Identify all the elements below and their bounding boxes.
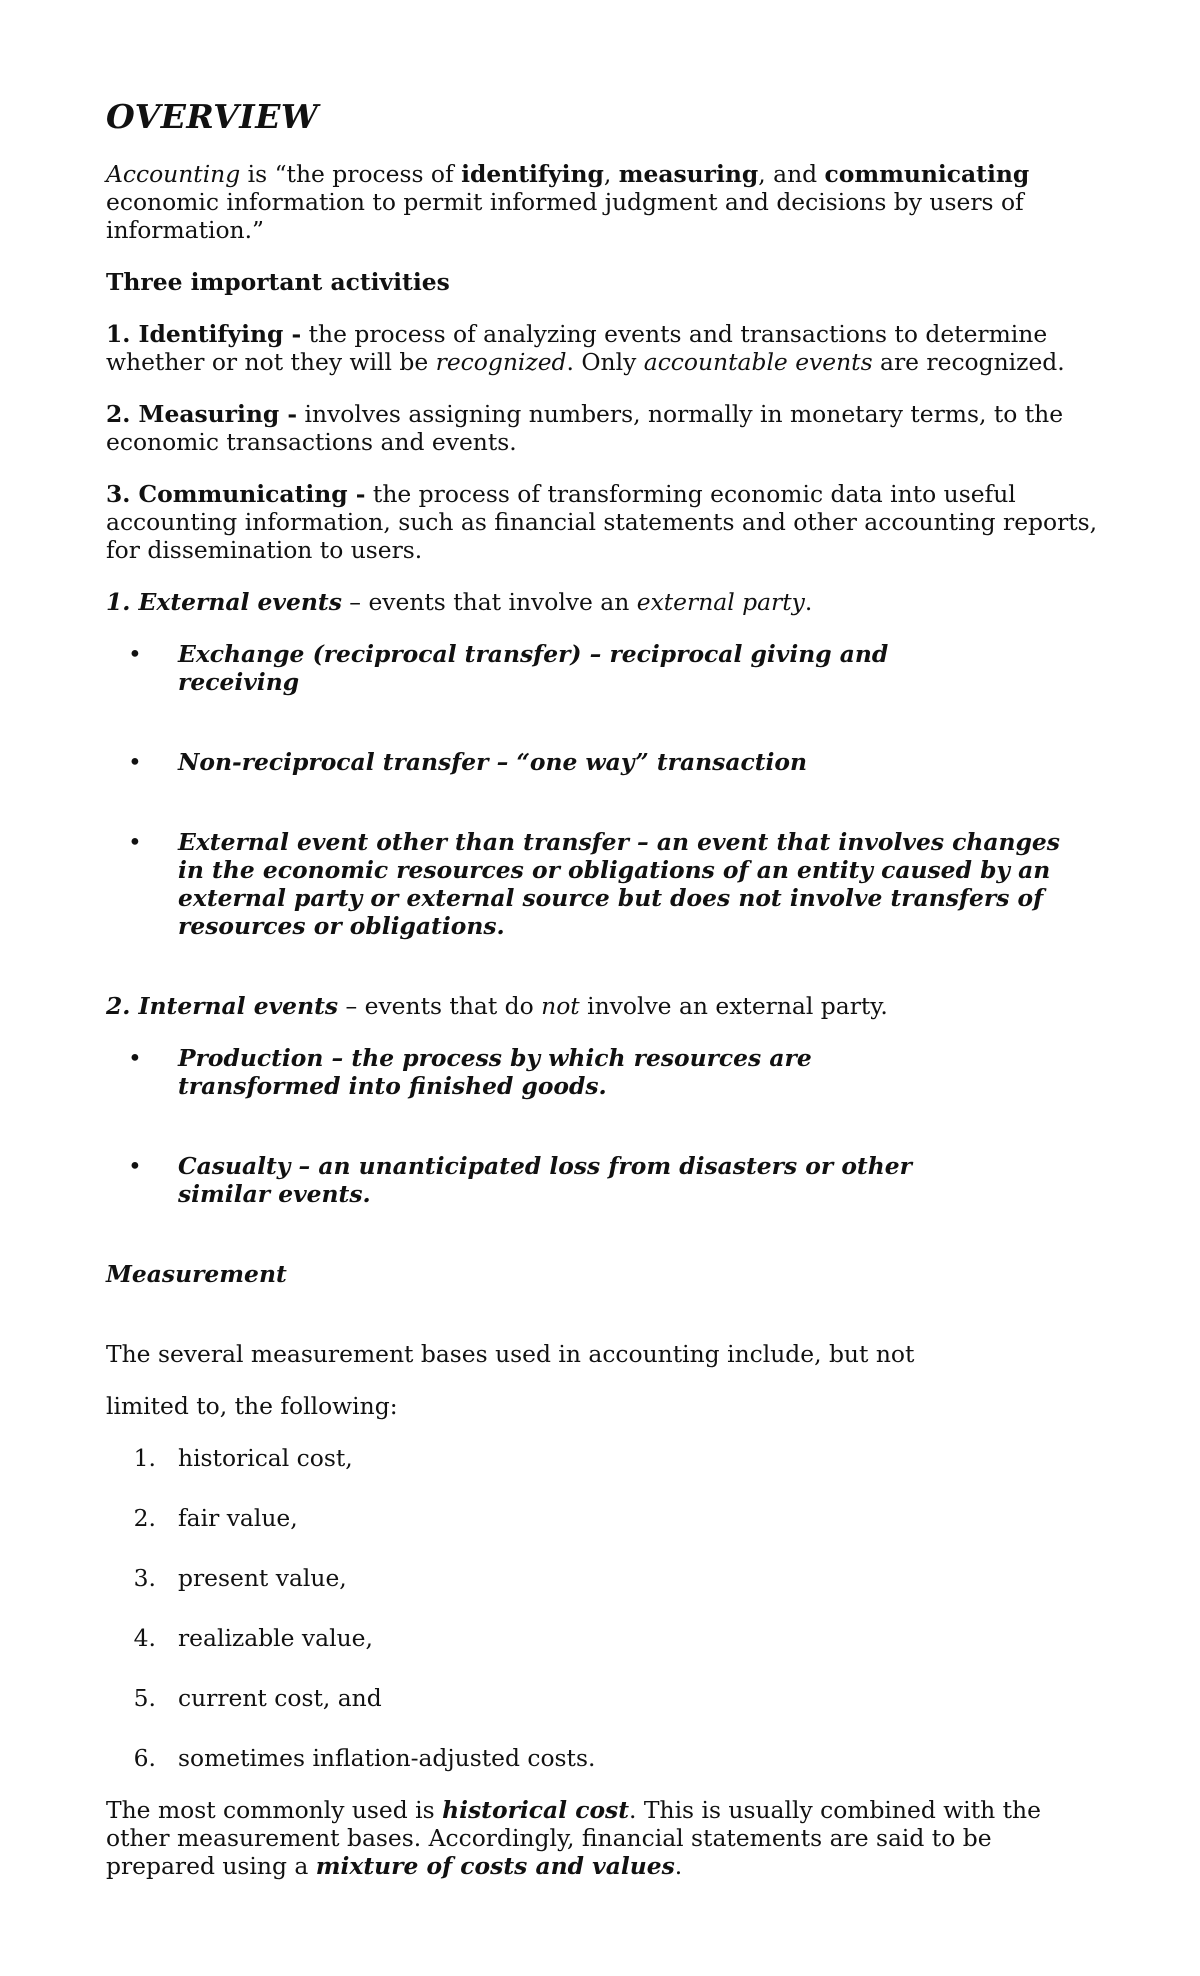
- document-content: [106, 96, 1106, 1904]
- list-item: • Non-reciprocal transfer – “one way” transaction: [106, 748, 918, 776]
- measurement-bases-list: [106, 1444, 1106, 1772]
- internal-events-heading: 2. Internal events – events that do not involve an external party.: [106, 992, 888, 1020]
- list-item: • Exchange (reciprocal transfer) – reciprocal giving and receiving: [106, 640, 918, 696]
- page-title: OVERVIEW: [106, 97, 319, 136]
- list-item: 6. sometimes inflation-adjusted costs.: [133, 1744, 596, 1772]
- activity-measuring: 2. Measuring - involves assigning numbers, normally in monetary terms, to the economic transactions and events.: [106, 400, 1064, 456]
- measurement-closing: The most commonly used is historical cost. This is usually combined with the other measurement bases. Accordingly, financial statements are said to be prepared using a mixture of costs and values.: [106, 1796, 1041, 1880]
- list-item: 3. present value,: [133, 1564, 347, 1592]
- measurement-heading: Measurement: [106, 1260, 287, 1288]
- external-events-heading: 1. External events – events that involve an external party.: [106, 588, 813, 616]
- measurement-intro-line-2: limited to, the following:: [106, 1392, 398, 1420]
- list-item: • Casualty – an unanticipated loss from disasters or other similar events.: [106, 1152, 918, 1208]
- accounting-definition: Accounting is “the process of identifying, measuring, and communicating economic information to permit informed judgment and decisions by users of information.”: [106, 160, 1030, 244]
- activity-identifying: 1. Identifying - the process of analyzing events and transactions to determine whether or not they will be recognized. Only accountable events are recognized.: [106, 320, 1065, 376]
- internal-events-list: [106, 1044, 1106, 1208]
- list-item: 2. fair value,: [133, 1504, 298, 1532]
- activity-communicating: 3. Communicating - the process of transforming economic data into useful accounting information, such as financial statements and other accounting reports, for dissemination to users.: [106, 480, 1098, 564]
- activities-heading: Three important activities: [106, 268, 450, 296]
- list-item: 5. current cost, and: [133, 1684, 382, 1712]
- list-item: 1. historical cost,: [133, 1444, 353, 1472]
- list-item: 4. realizable value,: [133, 1624, 373, 1652]
- measurement-intro-line-1: The several measurement bases used in accounting include, but not: [106, 1340, 915, 1368]
- list-item: • Production – the process by which resources are transformed into finished goods.: [106, 1044, 918, 1100]
- list-item: • External event other than transfer – an event that involves changes in the economic resources or obligations of an entity caused by an external party or external source but does not involve transfers of resources or obligations.: [106, 828, 1078, 940]
- external-events-list: [106, 640, 1106, 940]
